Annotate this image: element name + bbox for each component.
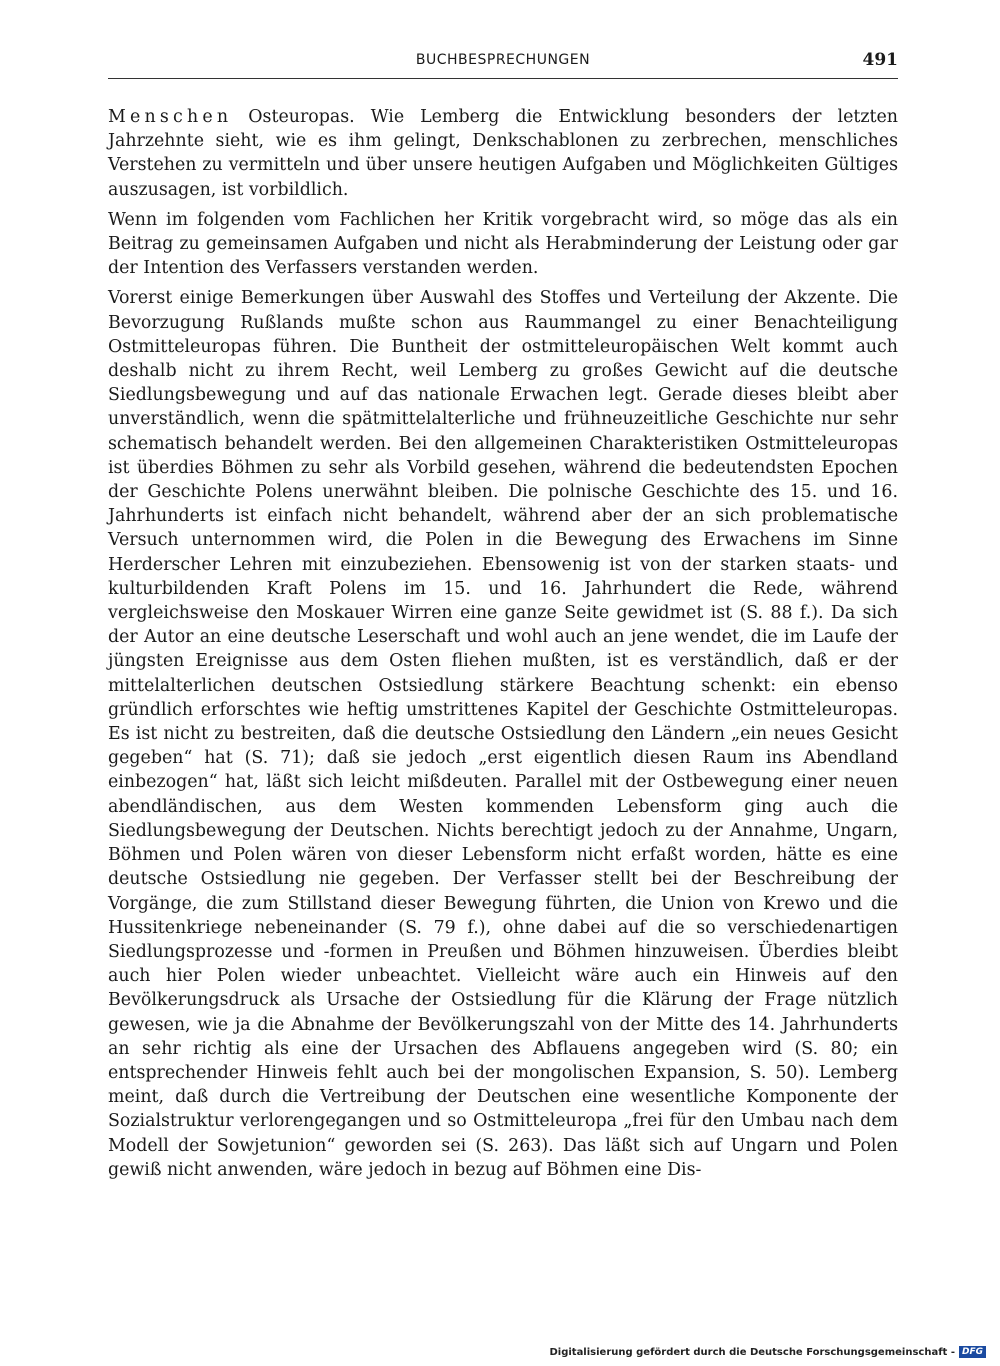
paragraph-text: Osteuropas. Wie Lemberg die Entwicklung besonders der letzten Jahrzehnte sieht, wie es ihm gelingt, Denkschablonen zu zerbrechen, menschliches Verstehen zu vermitteln und über unsere heutigen Aufgaben und Möglichkeiten Gültiges auszusagen, ist vorbildlich. (108, 107, 898, 200)
paragraph-1 (108, 105, 898, 202)
body-text (108, 105, 898, 1182)
book-page (108, 50, 898, 1188)
footer-text: Digitalisierung gefördert durch die Deutsche Forschungsgemeinschaft - (549, 1346, 955, 1358)
section-title: BUCHBESPRECHUNGEN (415, 52, 591, 68)
page-number: 491 (862, 50, 898, 70)
spaced-emphasis: Menschen (108, 107, 233, 127)
dfg-logo: DFG (959, 1346, 986, 1358)
running-header (108, 50, 898, 79)
paragraph-2: Wenn im folgenden vom Fachlichen her Kritik vorgebracht wird, so möge das als ein Beitrag zu gemeinsamen Aufgaben und nicht als Herabminderung der Leistung oder gar der Intention des Verfassers verstanden werden. (108, 209, 898, 279)
paragraph-3: Vorerst einige Bemerkungen über Auswahl des Stoffes und Verteilung der Akzente. Die Bevorzugung Rußlands mußte schon aus Raummangel zu einer Benachteiligung Ostmitteleuropas führen. Die Buntheit der ostmitteleuropäischen Welt kommt auch deshalb nicht zu ihrem Recht, weil Lemberg zu großes Gewicht auf die deutsche Siedlungsbewegung und auf das nationale Erwachen legt. Gerade dieses bleibt aber unverständlich, wenn die spätmittelalterliche und frühneuzeitliche Geschichte nur sehr schematisch behandelt werden. Bei den allgemeinen Charakteristiken Ostmitteleuropas ist überdies Böhmen zu sehr als Vorbild gesehen, während die bedeutendsten Epochen der Geschichte Polens unerwähnt bleiben. Die polnische Geschichte des 15. und 16. Jahrhunderts ist einfach nicht behandelt, während aber der an sich problematische Versuch unternommen wird, die Polen in die Bewegung des Erwachens im Sinne Herderscher Lehren mit einzubeziehen. Ebensowenig ist von der starken staats- und kulturbildenden Kraft Polens im 15. und 16. Jahrhundert die Rede, während vergleichsweise den Moskauer Wirren eine ganze Seite gewidmet ist (S. 88 f.). Da sich der Autor an eine deutsche Leserschaft und wohl auch an jene wendet, die im Laufe der jüngsten Ereignisse aus dem Osten fliehen mußten, ist es verständlich, daß er der mittelalterlichen deutschen Ostsiedlung stärkere Beachtung schenkt: ein ebenso gründlich erforschtes wie heftig umstrittenes Kapitel der Geschichte Ostmitteleuropas. Es ist nicht zu bestreiten, daß die deutsche Ostsiedlung den Ländern „ein neues Gesicht gegeben“ hat (S. 71); daß sie jedoch „erst eigentlich diesen Raum ins Abendland einbezogen“ hat, läßt sich leicht mißdeuten. Parallel mit der Ostbewegung einer neuen abendländischen, aus dem Westen kommenden Lebensform ging auch die Siedlungsbewegung der Deutschen. Nichts berechtigt jedoch zu der Annahme, Ungarn, Böhmen und Polen wären von dieser Lebensform nicht erfaßt worden, hätte es eine deutsche Ostsiedlung nie gegeben. Der Verfasser stellt bei der Beschreibung der Vorgänge, die zum Stillstand dieser Bewegung führten, die Union von Krewo und die Hussitenkriege nebeneinander (S. 79 f.), ohne dabei auf die so verschiedenartigen Siedlungsprozesse und -formen in Preußen und Böhmen hinzuweisen. Überdies bleibt auch hier Polen wieder unbeachtet. Vielleicht wäre auch ein Hinweis auf den Bevölkerungsdruck als Ursache der Ostsiedlung für die Klärung der Frage nützlich gewesen, wie ja die Abnahme der Bevölkerungszahl von der Mitte des 14. Jahrhunderts an sehr richtig als eine der Ursachen des Abflauens angegeben wird (S. 80; ein entsprechender Hinweis fehlt auch bei der mongolischen Expansion, S. 50). Lemberg meint, daß durch die Vertreibung der Deutschen eine wesentliche Komponente der Sozialstruktur verlorengegangen und so Ostmitteleuropa „frei für den Umbau nach dem Modell der Sowjetunion“ geworden sei (S. 263). Das läßt sich auf Ungarn und Polen gewiß nicht anwenden, wäre jedoch in bezug auf Böhmen eine Dis- (108, 288, 898, 1180)
digitization-footer (549, 1346, 986, 1358)
